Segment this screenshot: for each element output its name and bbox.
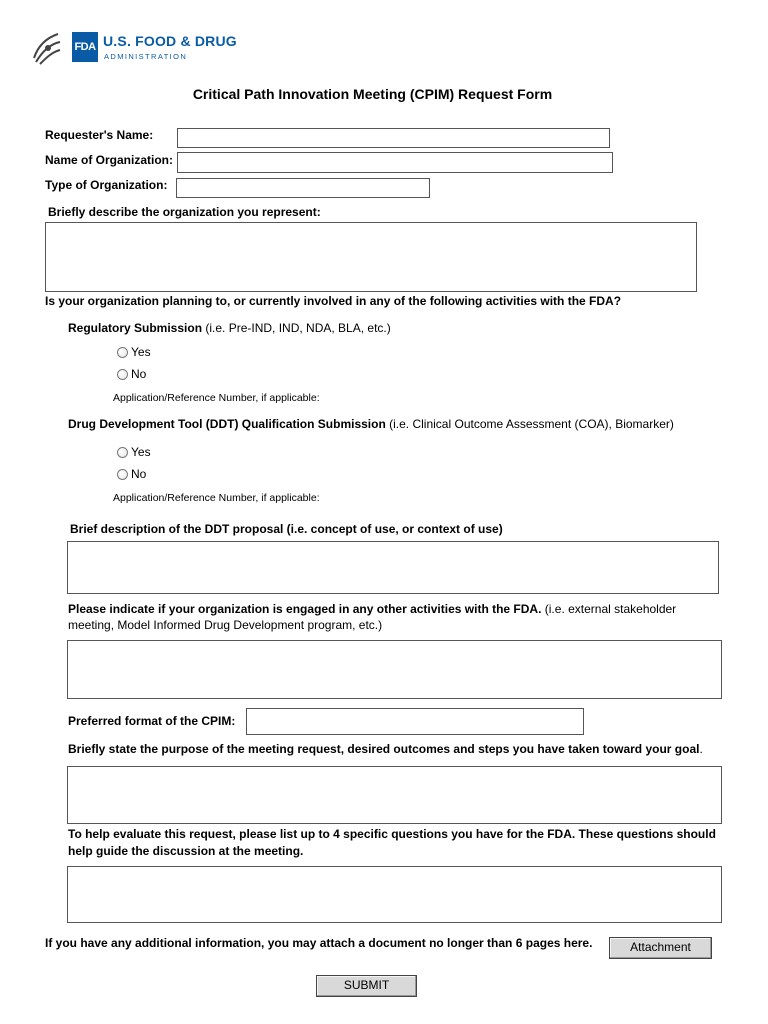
org-type-input[interactable] — [176, 178, 430, 198]
ddt-yes-label: Yes — [131, 445, 151, 459]
submit-button[interactable]: SUBMIT — [316, 975, 417, 997]
regulatory-no-radio[interactable] — [117, 369, 128, 380]
requester-name-label: Requester's Name: — [45, 128, 154, 142]
ddt-yes-option[interactable] — [117, 445, 151, 459]
ddt-proposal-textarea[interactable] — [67, 541, 719, 594]
other-activities-bold: Please indicate if your organization is engaged in any other activities with the FDA. — [68, 602, 542, 616]
fda-logo-box: FDA — [72, 32, 98, 62]
ddt-no-radio[interactable] — [117, 469, 128, 480]
ddt-reference-label: Application/Reference Number, if applicable: — [113, 492, 320, 504]
regulatory-yes-option[interactable] — [117, 345, 151, 359]
purpose-label-period: . — [699, 742, 703, 756]
questions-textarea[interactable] — [67, 866, 722, 923]
org-describe-textarea[interactable] — [45, 222, 697, 292]
regulatory-submission-label — [68, 321, 391, 335]
other-activities-label — [68, 601, 718, 633]
questions-label: To help evaluate this request, please list up to 4 specific questions you have for the FDA. These questions should help guide the discussion at the meeting. — [68, 827, 716, 858]
fda-logo-line2: ADMINISTRATION — [104, 52, 188, 61]
preferred-format-input[interactable] — [246, 708, 584, 735]
ddt-no-option[interactable] — [117, 467, 146, 481]
regulatory-no-label: No — [131, 367, 147, 381]
hhs-eagle-logo — [26, 28, 64, 68]
regulatory-reference-label: Application/Reference Number, if applicable: — [113, 392, 320, 404]
regulatory-label-rest: (i.e. Pre-IND, IND, NDA, BLA, etc.) — [202, 321, 391, 335]
attachment-button[interactable]: Attachment — [609, 937, 712, 959]
purpose-label-text: Briefly state the purpose of the meeting request, desired outcomes and steps you have taken toward your goal — [68, 742, 700, 756]
regulatory-yes-label: Yes — [131, 345, 151, 359]
ddt-submission-label — [68, 417, 674, 431]
ddt-label-bold: Drug Development Tool (DDT) Qualification Submission — [68, 417, 386, 431]
fda-logo-line1: U.S. FOOD & DRUG — [103, 33, 237, 49]
other-activities-textarea[interactable] — [67, 640, 722, 699]
form-title: Critical Path Innovation Meeting (CPIM) Request Form — [192, 86, 553, 102]
regulatory-yes-radio[interactable] — [117, 347, 128, 358]
purpose-label — [68, 742, 703, 756]
org-name-input[interactable] — [177, 152, 613, 173]
preferred-format-label: Preferred format of the CPIM: — [68, 714, 236, 728]
requester-name-input[interactable] — [177, 128, 610, 148]
org-name-label: Name of Organization: — [45, 153, 174, 167]
attachment-label: If you have any additional information, you may attach a document no longer than 6 pages here. — [45, 936, 593, 950]
org-type-label: Type of Organization: — [45, 178, 168, 192]
activities-question: Is your organization planning to, or currently involved in any of the following activities with the FDA? — [45, 294, 622, 308]
purpose-textarea[interactable] — [67, 766, 722, 824]
ddt-label-rest: (i.e. Clinical Outcome Assessment (COA), Biomarker) — [385, 417, 674, 431]
ddt-no-label: No — [131, 467, 147, 481]
ddt-yes-radio[interactable] — [117, 447, 128, 458]
other-activities-rest: (i.e. external stakeholder meeting, Model Informed Drug Development program, etc.) — [68, 602, 677, 632]
regulatory-no-option[interactable] — [117, 367, 146, 381]
org-describe-label: Briefly describe the organization you represent: — [48, 205, 321, 219]
regulatory-label-bold: Regulatory Submission — [68, 321, 203, 335]
ddt-proposal-label: Brief description of the DDT proposal (i.e. concept of use, or context of use) — [70, 522, 503, 536]
